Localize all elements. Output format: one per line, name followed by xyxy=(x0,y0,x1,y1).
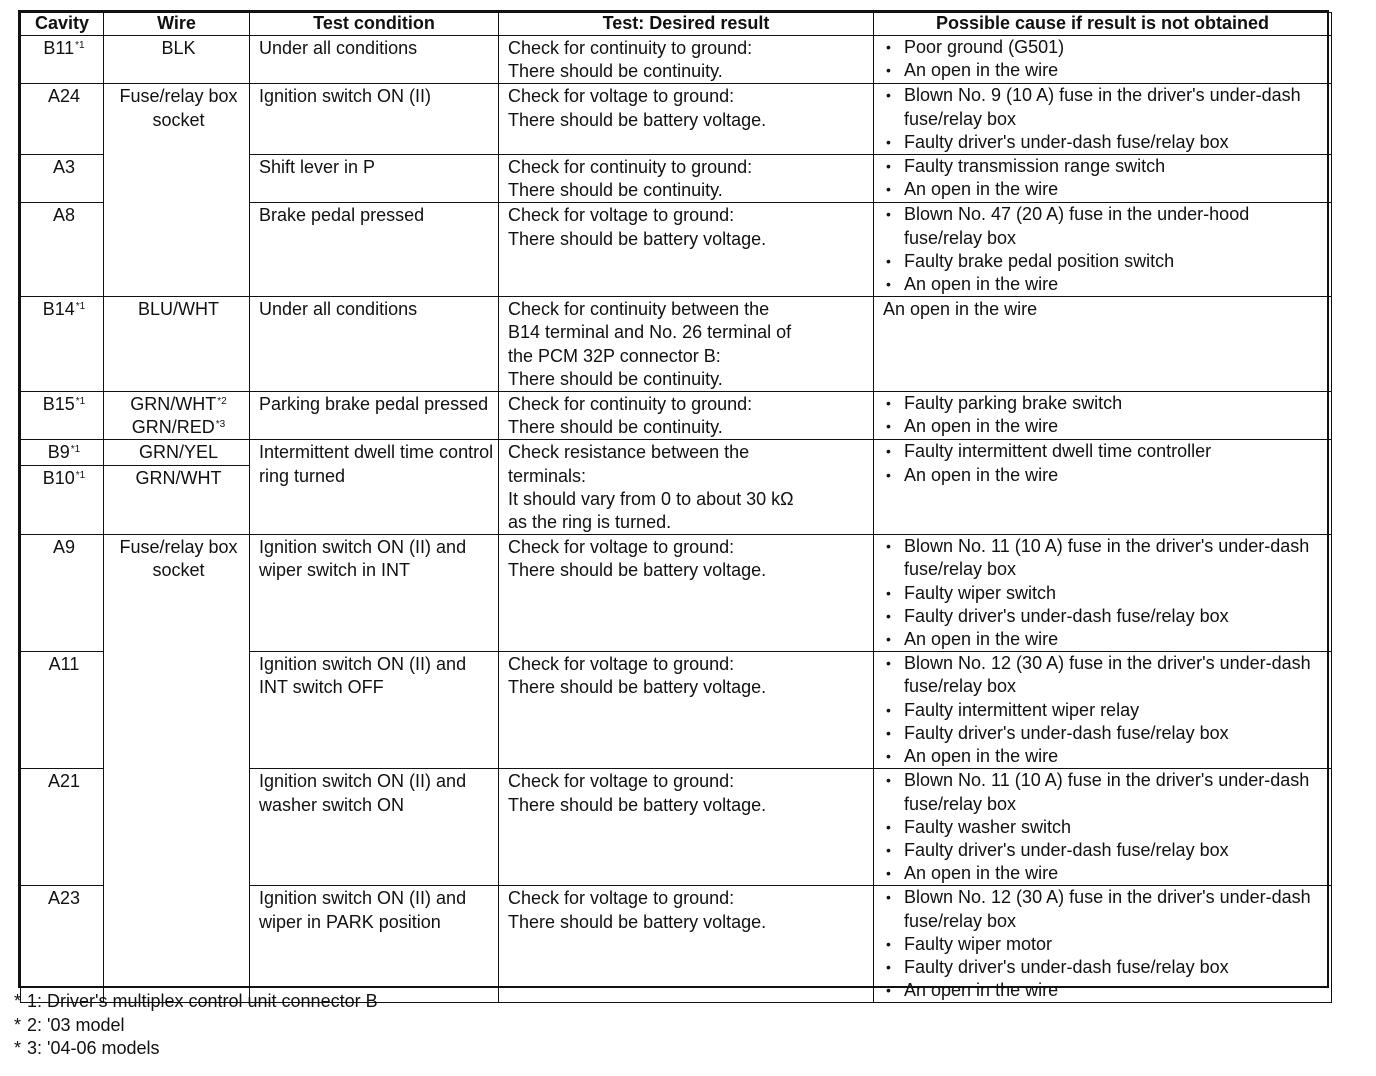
list-item: • Blown No. 9 (10 A) fuse in the driver's under-dash fuse/relay box xyxy=(884,84,1331,130)
cause-cell xyxy=(874,652,1332,769)
result-line: Check for continuity to ground: xyxy=(508,38,753,58)
cavity-cell: B9$^{*1}$ xyxy=(21,440,104,465)
list-item: • Blown No. 12 (30 A) fuse in the driver's under-dash fuse/relay box xyxy=(884,886,1331,932)
cause-cell xyxy=(874,886,1332,1003)
result-line: Check for voltage to ground: xyxy=(508,86,735,107)
footnotes xyxy=(14,990,378,1061)
wire-cell: GRN/WHT$^{*2}$ GRN/RED$^{*3}$ xyxy=(104,392,250,440)
header-possible-cause: Possible cause if result is not obtained xyxy=(874,13,1332,36)
result-line: There should be continuity. xyxy=(508,180,723,201)
result-line: Check for continuity to ground: xyxy=(508,157,753,178)
result-line: There should be battery voltage. xyxy=(508,560,767,581)
list-item: • Faulty driver's under-dash fuse/relay box xyxy=(884,722,1331,745)
list-item: • Faulty driver's under-dash fuse/relay box xyxy=(884,839,1331,862)
result-cell xyxy=(499,886,874,1003)
table-row xyxy=(21,392,1332,440)
result-line: There should be battery voltage. xyxy=(508,911,767,932)
cause-cell xyxy=(874,769,1332,886)
list-item: • Faulty washer switch xyxy=(884,816,1331,839)
header-test-condition: Test condition xyxy=(250,13,499,36)
cause-cell xyxy=(874,392,1332,440)
result-line: Check for voltage to ground: xyxy=(508,205,735,226)
result-cell xyxy=(499,769,874,886)
result-cell xyxy=(499,440,874,535)
wire-cell: GRN/YEL xyxy=(104,440,250,465)
result-line: B14 terminal and No. 26 terminal of xyxy=(508,322,792,343)
list-item: • An open in the wire xyxy=(884,415,1331,438)
list-item: • Blown No. 11 (10 A) fuse in the driver's under-dash fuse/relay box xyxy=(884,769,1331,815)
condition-cell: Parking brake pedal pressed xyxy=(250,392,499,440)
result-cell xyxy=(499,36,874,84)
header-row xyxy=(21,13,1332,36)
table-row xyxy=(21,535,1332,652)
list-item: • Faulty wiper switch xyxy=(884,582,1331,605)
cause-cell xyxy=(874,36,1332,84)
cause-list xyxy=(874,535,1331,651)
result-line: Check for voltage to ground: xyxy=(508,888,735,909)
result-line: There should be battery voltage. xyxy=(508,109,767,130)
table-row xyxy=(21,36,1332,84)
cause-list xyxy=(874,84,1331,154)
footnote: * 1: Driver's multiplex control unit connector B xyxy=(14,991,378,1011)
condition-cell: Brake pedal pressed xyxy=(250,203,499,297)
header-wire: Wire xyxy=(104,13,250,36)
cause-list xyxy=(874,769,1331,885)
cavity-cell: B11$^{*1}$ xyxy=(21,36,104,84)
list-item: • Poor ground (G501) xyxy=(884,36,1331,59)
result-line: Check for continuity to ground: xyxy=(508,394,753,415)
result-line: Check for voltage to ground: xyxy=(508,771,735,792)
cavity-cell: A9 xyxy=(21,535,104,652)
wire-cell: BLK xyxy=(104,36,250,84)
cavity-cell: A3 xyxy=(21,155,104,203)
list-item: • Faulty wiper motor xyxy=(884,933,1331,956)
cause-list xyxy=(874,155,1331,201)
cause-cell xyxy=(874,155,1332,203)
list-item: • Faulty transmission range switch xyxy=(884,155,1331,178)
result-line: Check for voltage to ground: xyxy=(508,537,735,558)
list-item: • Faulty intermittent wiper relay xyxy=(884,699,1331,722)
result-line: There should be battery voltage. xyxy=(508,677,767,698)
cause-list xyxy=(874,886,1331,1002)
condition-cell: Ignition switch ON (II) and wiper switch in INT xyxy=(250,535,499,652)
wire-cell: Fuse/relay box socket xyxy=(104,84,250,297)
result-line: There should be continuity. xyxy=(508,61,723,82)
list-item: • Blown No. 12 (30 A) fuse in the driver's under-dash fuse/relay box xyxy=(884,652,1331,698)
result-line: terminals: xyxy=(508,465,587,486)
result-cell xyxy=(499,535,874,652)
cavity-cell: B14$^{*1}$ xyxy=(21,297,104,392)
cause-cell xyxy=(874,440,1332,535)
footnote: * 3: '04-06 models xyxy=(14,1038,160,1058)
cause-cell xyxy=(874,203,1332,297)
cause-list xyxy=(874,203,1331,296)
result-line: It should vary from 0 to about 30 kΩ xyxy=(508,488,794,509)
condition-cell: Ignition switch ON (II) and INT switch OFF xyxy=(250,652,499,769)
list-item: • An open in the wire xyxy=(884,464,1331,487)
cavity-cell: B10$^{*1}$ xyxy=(21,465,104,534)
cavity-cell: A24 xyxy=(21,84,104,155)
list-item: • An open in the wire xyxy=(884,178,1331,201)
table-row xyxy=(21,297,1332,392)
table-row xyxy=(21,84,1332,155)
list-item: • Faulty intermittent dwell time controller xyxy=(884,440,1331,463)
result-cell xyxy=(499,203,874,297)
list-item: • An open in the wire xyxy=(884,745,1331,768)
cavity-cell: B15$^{*1}$ xyxy=(21,392,104,440)
cause-cell xyxy=(874,535,1332,652)
list-item: • Blown No. 11 (10 A) fuse in the driver's under-dash fuse/relay box xyxy=(884,535,1331,581)
result-line: Check for continuity between the xyxy=(508,299,770,320)
wire-cell: GRN/WHT xyxy=(104,465,250,534)
result-line: There should be continuity. xyxy=(508,368,723,389)
list-item: • Faulty brake pedal position switch xyxy=(884,250,1331,273)
cavity-cell: A11 xyxy=(21,652,104,769)
cause-cell: An open in the wire xyxy=(874,297,1332,392)
footnote: * 2: '03 model xyxy=(14,1014,125,1035)
condition-cell: Shift lever in P xyxy=(250,155,499,203)
result-line: the PCM 32P connector B: xyxy=(508,345,721,366)
result-line: Check for voltage to ground: xyxy=(508,654,735,675)
cause-list xyxy=(874,652,1331,768)
result-line: as the ring is turned. xyxy=(508,512,672,533)
table-row xyxy=(21,440,1332,465)
result-cell xyxy=(499,84,874,155)
condition-cell: Ignition switch ON (II) and washer switch ON xyxy=(250,769,499,886)
cause-list xyxy=(874,36,1331,82)
list-item: • An open in the wire xyxy=(884,862,1331,885)
condition-cell: Ignition switch ON (II) xyxy=(250,84,499,155)
cavity-cell: A23 xyxy=(21,886,104,1003)
cause-cell xyxy=(874,84,1332,155)
result-cell xyxy=(499,297,874,392)
result-line: There should be battery voltage. xyxy=(508,228,767,249)
result-cell xyxy=(499,392,874,440)
list-item: • An open in the wire xyxy=(884,628,1331,651)
result-cell xyxy=(499,155,874,203)
list-item: • Faulty driver's under-dash fuse/relay box xyxy=(884,131,1331,154)
result-line: There should be battery voltage. xyxy=(508,794,767,815)
list-item: • Faulty parking brake switch xyxy=(884,392,1331,415)
condition-cell: Under all conditions xyxy=(250,36,499,84)
list-item: • An open in the wire xyxy=(884,273,1331,296)
condition-cell: Ignition switch ON (II) and wiper in PARK position xyxy=(250,886,499,1003)
result-cell xyxy=(499,652,874,769)
list-item: • Blown No. 47 (20 A) fuse in the under-hood fuse/relay box xyxy=(884,203,1331,249)
list-item: • Faulty driver's under-dash fuse/relay box xyxy=(884,956,1331,979)
wire-cell: Fuse/relay box socket xyxy=(104,535,250,1003)
wiring-test-table xyxy=(18,10,1329,1001)
header-desired-result: Test: Desired result xyxy=(499,13,874,36)
wire-cell: BLU/WHT xyxy=(104,297,250,392)
cavity-cell: A8 xyxy=(21,203,104,297)
cavity-cell: A21 xyxy=(21,769,104,886)
cause-list xyxy=(874,392,1331,438)
cause-list xyxy=(874,440,1331,486)
list-item: • An open in the wire xyxy=(884,979,1331,1002)
result-line: Check resistance between the xyxy=(508,442,750,463)
list-item: • An open in the wire xyxy=(884,59,1331,82)
condition-cell: Under all conditions xyxy=(250,297,499,392)
condition-cell: Intermittent dwell time control ring turned xyxy=(250,440,499,535)
list-item: • Faulty driver's under-dash fuse/relay box xyxy=(884,605,1331,628)
result-line: There should be continuity. xyxy=(508,417,723,438)
header-cavity: Cavity xyxy=(21,13,104,36)
